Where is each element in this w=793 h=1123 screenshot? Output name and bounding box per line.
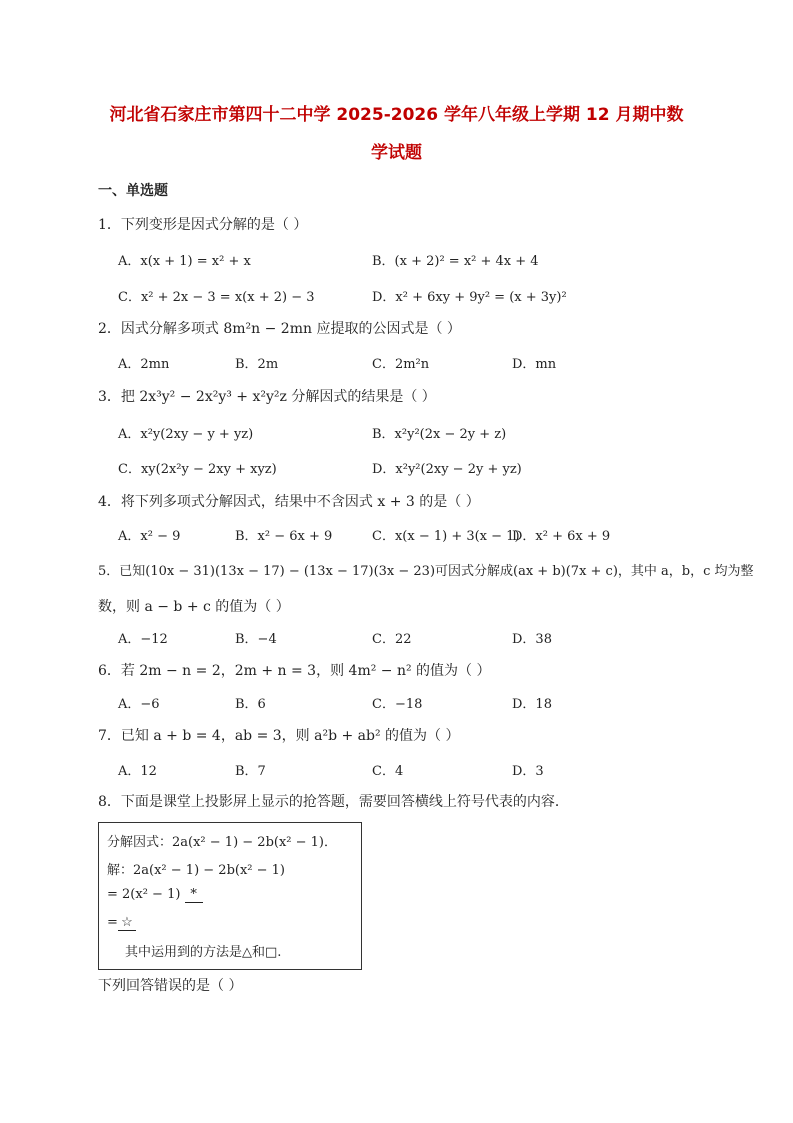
question-7-option-d: D．3 bbox=[512, 764, 544, 779]
exam-title bbox=[80, 96, 713, 172]
question-1-stem: 1．下列变形是因式分解的是（ ） bbox=[98, 217, 308, 233]
question-2-option-a: A．2mn bbox=[118, 357, 170, 372]
question-6-option-c: C．−18 bbox=[372, 697, 423, 712]
question-1-option-b: B．(x + 2)² = x² + 4x + 4 bbox=[372, 254, 539, 269]
question-3-option-a: A．x²y(2xy − y + yz) bbox=[118, 427, 254, 442]
section-heading: 一、单选题 bbox=[98, 183, 168, 199]
box-task: 分解因式：2a(x² − 1) − 2b(x² − 1)． bbox=[107, 835, 338, 850]
question-3-option-c: C．xy(2x²y − 2xy + xyz) bbox=[118, 462, 277, 477]
question-3-option-b: B．x²y²(2x − 2y + z) bbox=[372, 427, 507, 442]
question-6-option-a: A．−6 bbox=[118, 697, 160, 712]
question-1-option-c: C．x² + 2x − 3 = x(x + 2) − 3 bbox=[118, 290, 315, 305]
box-step-1-expr: = 2(x² − 1) bbox=[107, 887, 181, 902]
question-5-stem: 5．已知(10x − 31)(13x − 17) − (13x − 17)(3x − 23)可因式分解成(ax + b)(7x + c)，其中 a，b，c 均为整 bbox=[98, 564, 754, 579]
question-5-option-d: D．38 bbox=[512, 632, 552, 647]
question-7-option-b: B．7 bbox=[235, 764, 266, 779]
question-2-option-b: B．2m bbox=[235, 357, 279, 372]
question-5-option-c: C．22 bbox=[372, 632, 412, 647]
question-7-option-a: A．12 bbox=[118, 764, 157, 779]
exam-title-line1: 河北省石家庄市第四十二中学 2025-2026 学年八年级上学期 12 月期中数 bbox=[109, 105, 684, 125]
question-7-stem: 7．已知 a + b = 4，ab = 3，则 a²b + ab² 的值为（ ） bbox=[98, 728, 460, 744]
box-step-2-eq: = bbox=[107, 915, 118, 930]
box-methods: 其中运用到的方法是△和□. bbox=[125, 945, 282, 960]
question-4-option-b: B．x² − 6x + 9 bbox=[235, 529, 333, 544]
question-5-option-b: B．−4 bbox=[235, 632, 277, 647]
question-2-stem: 2．因式分解多项式 8m²n − 2mn 应提取的公因式是（ ） bbox=[98, 321, 461, 337]
question-5-option-a: A．−12 bbox=[118, 632, 168, 647]
question-6-stem: 6．若 2m − n = 2，2m + n = 3，则 4m² − n² 的值为（ ） bbox=[98, 663, 491, 679]
question-1-option-d: D．x² + 6xy + 9y² = (x + 3y)² bbox=[372, 290, 567, 305]
exam-title-line2: 学试题 bbox=[371, 143, 422, 163]
projection-screen-box bbox=[98, 822, 362, 970]
question-1-option-a: A．x(x + 1) = x² + x bbox=[118, 254, 251, 269]
box-step-1 bbox=[107, 887, 203, 903]
question-2-option-c: C．2m²n bbox=[372, 357, 430, 372]
star-blank: * bbox=[185, 887, 203, 903]
question-5-stem-cont: 数，则 a − b + c 的值为（ ） bbox=[98, 599, 290, 615]
question-2-option-d: D．mn bbox=[512, 357, 557, 372]
question-7-option-c: C．4 bbox=[372, 764, 404, 779]
box-star-blank: ☆ bbox=[118, 915, 136, 931]
question-6-option-d: D．18 bbox=[512, 697, 552, 712]
question-8-after: 下列回答错误的是（ ） bbox=[98, 978, 243, 994]
question-4-option-d: D．x² + 6x + 9 bbox=[512, 529, 611, 544]
question-3-option-d: D．x²y²(2xy − 2y + yz) bbox=[372, 462, 522, 477]
box-solution-start: 解：2a(x² − 1) − 2b(x² − 1) bbox=[107, 863, 286, 878]
question-4-option-a: A．x² − 9 bbox=[118, 529, 181, 544]
question-4-option-c: C．x(x − 1) + 3(x − 1) bbox=[372, 529, 520, 544]
question-6-option-b: B．6 bbox=[235, 697, 266, 712]
box-step-2 bbox=[107, 915, 136, 931]
question-8-stem: 8．下面是课堂上投影屏上显示的抢答题，需要回答横线上符号代表的内容． bbox=[98, 794, 569, 810]
question-4-stem: 4．将下列多项式分解因式，结果中不含因式 x + 3 的是（ ） bbox=[98, 494, 480, 510]
question-3-stem: 3．把 2x³y² − 2x²y³ + x²y²z 分解因式的结果是（ ） bbox=[98, 389, 436, 405]
